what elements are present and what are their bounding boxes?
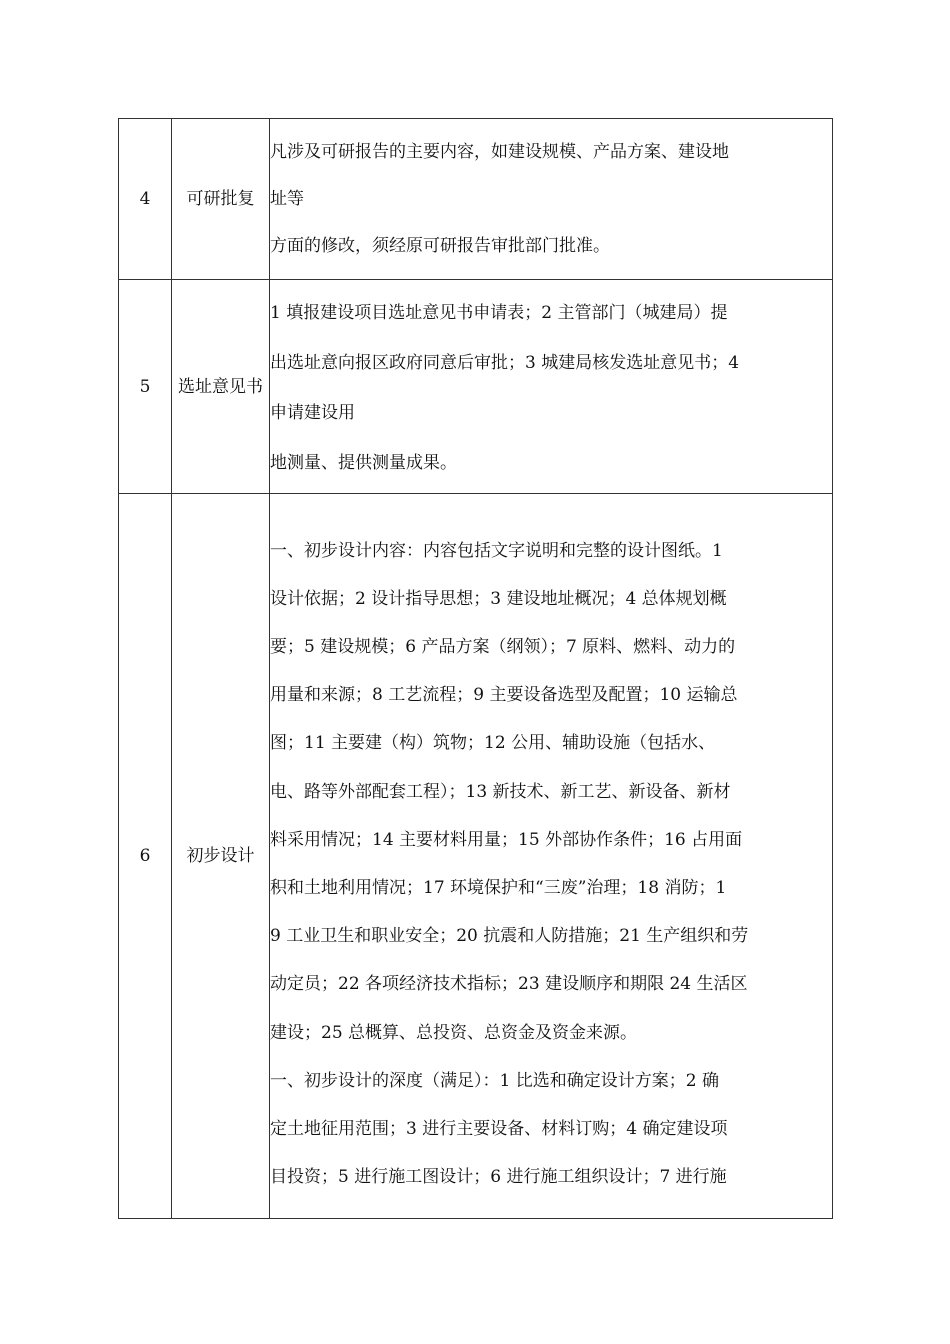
item-name: 可研批复	[172, 119, 270, 280]
row-number: 4	[119, 119, 172, 280]
description-line: 建设；25 总概算、总投资、总资金及资金来源。	[270, 1022, 638, 1043]
description-line: 定土地征用范围；3 进行主要设备、材料订购；4 确定建设项	[270, 1119, 728, 1140]
description-line: 图；11 主要建（构）筑物；12 公用、辅助设施（包括水、	[270, 733, 716, 754]
description-line: 一、初步设计的深度（满足）：1 比选和确定设计方案；2 确	[270, 1070, 719, 1091]
description-line: 申请建设用	[270, 402, 355, 423]
description-line: 要；5 建设规模；6 产品方案（纲领）；7 原料、燃料、动力的	[270, 636, 736, 657]
description-line: 设计依据；2 设计指导思想；3 建设地址概况；4 总体规划概	[270, 588, 727, 609]
description-line: 地测量、提供测量成果。	[270, 452, 457, 473]
item-name: 选址意见书	[172, 280, 270, 494]
description-line: 凡涉及可研报告的主要内容，如建设规模、产品方案、建设地	[270, 141, 729, 162]
description-line: 动定员；22 各项经济技术指标；23 建设顺序和期限 24 生活区	[270, 974, 748, 995]
item-name: 初步设计	[172, 494, 270, 1219]
item-description	[270, 280, 833, 494]
table-row	[119, 494, 833, 1219]
description-line: 方面的修改，须经原可研报告审批部门批准。	[270, 235, 610, 256]
table-row	[119, 119, 833, 280]
item-description	[270, 119, 833, 280]
description-line: 目投资；5 进行施工图设计；6 进行施工组织设计；7 进行施	[270, 1167, 727, 1188]
description-line: 一、初步设计内容：内容包括文字说明和完整的设计图纸。1	[270, 540, 723, 561]
description-line: 出选址意向报区政府同意后审批；3 城建局核发选址意见书；4	[270, 352, 740, 373]
description-line: 址等	[270, 188, 304, 209]
description-line: 用量和来源；8 工艺流程；9 主要设备选型及配置；10 运输总	[270, 685, 738, 706]
item-description	[270, 494, 833, 1219]
description-line: 积和土地利用情况；17 环境保护和“三废”治理；18 消防；1	[270, 878, 727, 898]
row-number: 6	[119, 494, 172, 1219]
description-line: 9 工业卫生和职业安全；20 抗震和人防措施；21 生产组织和劳	[270, 926, 749, 947]
table-row	[119, 280, 833, 494]
description-line: 1 填报建设项目选址意见书申请表；2 主管部门（城建局）提	[270, 302, 728, 323]
description-line: 电、路等外部配套工程）；13 新技术、新工艺、新设备、新材	[270, 781, 731, 802]
approval-procedure-table	[118, 118, 833, 1219]
description-line: 料采用情况；14 主要材料用量；15 外部协作条件；16 占用面	[270, 829, 743, 850]
row-number: 5	[119, 280, 172, 494]
